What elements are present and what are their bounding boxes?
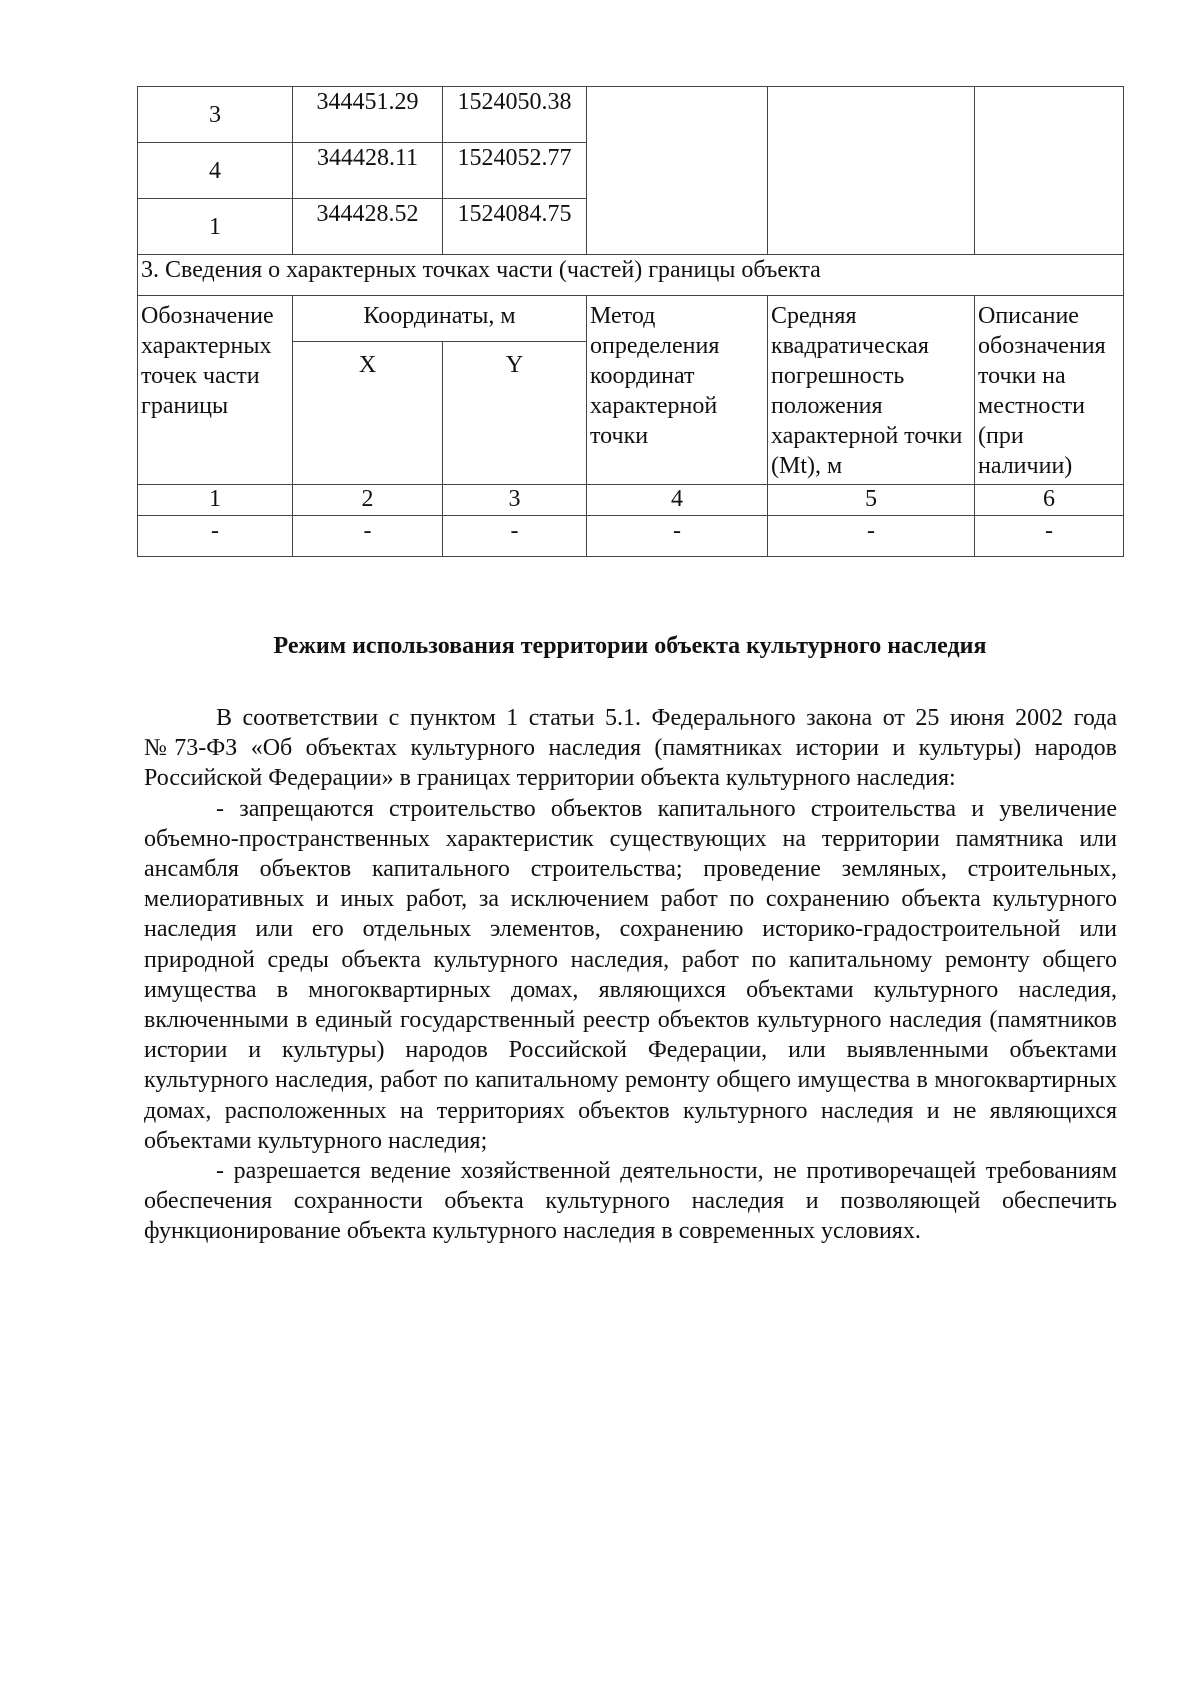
empty-value: - (443, 516, 587, 557)
regime-paragraph: В соответствии с пунктом 1 статьи 5.1. Федерального закона от 25 июня 2002 года №73-ФЗ «Об объектах культурного наследия (памятниках истории и культуры) народов Российской Федерации» в границах территории объекта культурного наследия: (144, 705, 1117, 792)
column-index-row (138, 485, 1124, 516)
regime-text (144, 703, 1117, 1247)
point-number: 4 (138, 143, 293, 199)
empty-value: - (975, 516, 1124, 557)
header-error: Средняя квадратическая погрешность положения характерной точки (Mt), м (768, 296, 975, 485)
header-y: Y (443, 342, 587, 485)
column-index: 2 (293, 485, 443, 516)
coord-y: 1524084.75 (443, 199, 587, 255)
header-row (138, 296, 1124, 342)
empty-value: - (768, 516, 975, 557)
point-number: 3 (138, 87, 293, 143)
description-cell (975, 87, 1124, 255)
column-index: 3 (443, 485, 587, 516)
regime-paragraph: - разрешается ведение хозяйственной деятельности, не противоречащей требованиям обеспечения сохранности объекта культурного наследия и позволяющей обеспечить функционирование объекта культурного наследия в современных условиях. (144, 1158, 1117, 1245)
regime-paragraph: - запрещаются строительство объектов капитального строительства и увеличение объемно-пространственных характеристик существующих на территории памятника или ансамбля объектов капитального строительства; проведение земляных, строительных, мелиоративных и иных работ, за исключением работ по сохранению объекта культурного наследия или его отдельных элементов, сохранению историко-градостроительной или природной среды объекта культурного наследия, работ по капитальному ремонту общего имущества в многоквартирных домах, являющихся объектами культурного наследия, включенными в единый государственный реестр объектов культурного наследия (памятников истории и культуры) народов Российской Федерации, или выявленными объектами культурного наследия, работ по капитальному ремонту общего имущества в многоквартирных домах, расположенных на территориях объектов культурного наследия и не являющихся объектами культурного наследия; (144, 795, 1117, 1154)
error-cell (768, 87, 975, 255)
table-row (138, 87, 1124, 143)
header-method: Метод определения координат характерной точки (587, 296, 768, 485)
section-title-row (138, 255, 1124, 296)
coord-y: 1524050.38 (443, 87, 587, 143)
coord-y: 1524052.77 (443, 143, 587, 199)
regime-heading: Режим использования территории объекта культурного наследия (273, 633, 987, 659)
column-index: 5 (768, 485, 975, 516)
empty-value: - (587, 516, 768, 557)
column-index: 1 (138, 485, 293, 516)
header-coordinates: Координаты, м (293, 296, 587, 342)
column-index: 4 (587, 485, 768, 516)
method-cell (587, 87, 768, 255)
coord-x: 344451.29 (293, 87, 443, 143)
coord-x: 344428.11 (293, 143, 443, 199)
coord-x: 344428.52 (293, 199, 443, 255)
column-index: 6 (975, 485, 1124, 516)
empty-value: - (293, 516, 443, 557)
header-designation: Обозначение характерных точек части границы (138, 296, 293, 485)
empty-value: - (138, 516, 293, 557)
header-description: Описание обозначения точки на местности (при наличии) (975, 296, 1124, 485)
boundary-points-table (137, 86, 1124, 557)
header-x: X (293, 342, 443, 485)
section-title: 3. Сведения о характерных точках части (частей) границы объекта (138, 255, 1124, 296)
table-row (138, 516, 1124, 557)
point-number: 1 (138, 199, 293, 255)
